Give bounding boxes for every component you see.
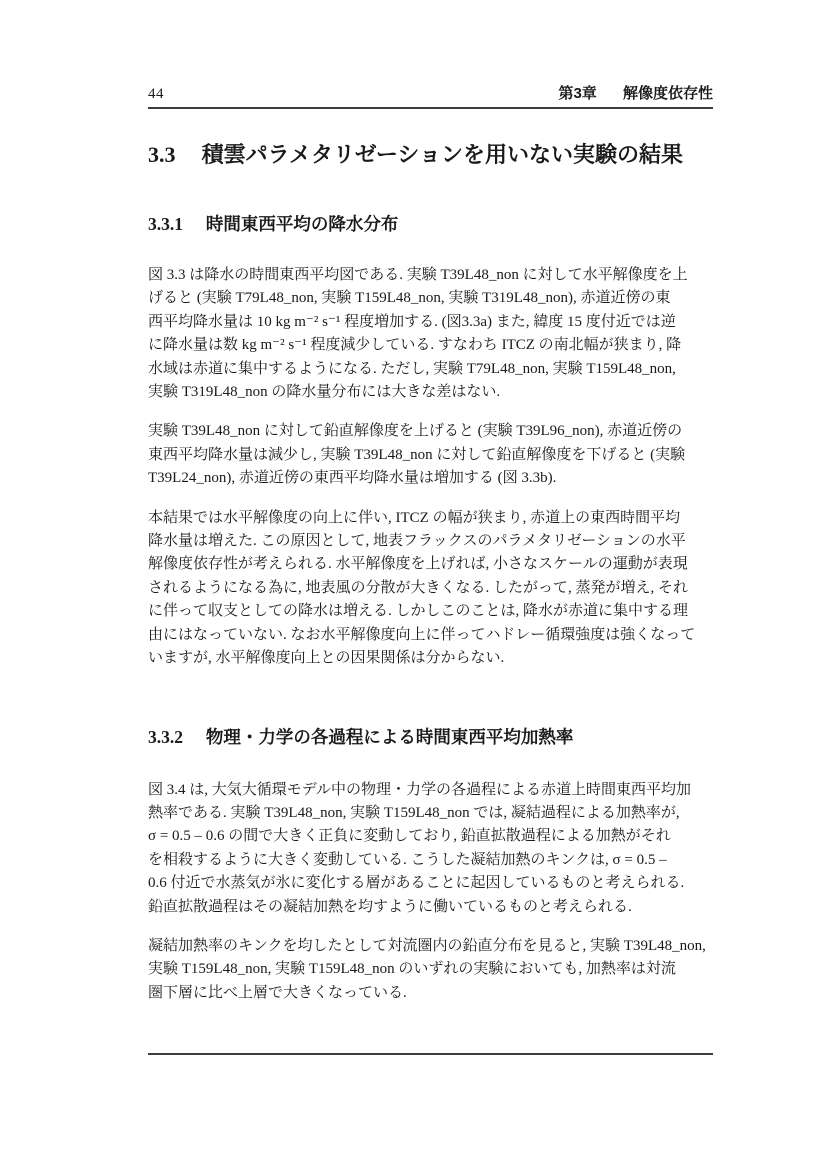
text-line: 実験 T39L48_non に対して鉛直解像度を上げると (実験 T39L96_non), 赤道近傍の: [148, 423, 683, 440]
text-line: 実験 T159L48_non, 実験 T159L48_non のいずれの実験においても, 加熱率は対流: [148, 961, 676, 978]
text-line: σ = 0.5 – 0.6 の間で大きく正負に変動しており, 鉛直拡散過程による加熱がそれ: [148, 828, 671, 845]
page-header: [148, 86, 713, 109]
text-line: いますが, 水平解像度向上との因果関係は分からない.: [148, 650, 505, 667]
chapter-title: 解像度依存性: [622, 85, 713, 102]
text-line: 熱率である. 実験 T39L48_non, 実験 T159L48_non では, 凝結過程による加熱率が,: [148, 804, 680, 821]
subsection-number: 3.3.2: [148, 726, 183, 747]
text-line: 水域は赤道に集中するようになる. ただし, 実験 T79L48_non, 実験 T159L48_non,: [148, 360, 676, 377]
subsection-number: 3.3.1: [148, 214, 183, 234]
page-number: 44: [148, 86, 164, 102]
text-line: 鉛直拡散過程はその凝結加熱を均すように働いているものと考えられる.: [148, 898, 632, 915]
body-paragraph: [148, 420, 713, 490]
text-line: T39L24_non), 赤道近傍の東西平均降水量は増加する (図 3.3b).: [148, 470, 557, 487]
body-paragraph: [148, 779, 713, 919]
subsection-title: 時間東西平均の降水分布: [205, 214, 399, 234]
text-line: 解像度依存性が考えられる. 水平解像度を上げれば, 小さなスケールの運動が表現: [148, 556, 688, 573]
text-line: げると (実験 T79L48_non, 実験 T159L48_non, 実験 T319L48_non), 赤道近傍の東: [148, 290, 671, 307]
subsection-heading-3-3-1: [148, 214, 713, 235]
section-heading: [148, 142, 713, 168]
running-chapter: [558, 86, 713, 102]
text-line: 西平均降水量は 10 kg m⁻² s⁻¹ 程度増加する. (図3.3a) また, 緯度 15 度付近では逆: [148, 313, 676, 330]
text-line: 図 3.4 は, 大気大循環モデル中の物理・力学の各過程による赤道上時間東西平均加: [148, 781, 692, 798]
footer-rule: [148, 1053, 713, 1055]
text-line: 圏下層に比べ上層で大きくなっている.: [148, 984, 407, 1001]
text-line: を相殺するように大きく変動している. こうした凝結加熱のキンクは, σ = 0.5 –: [148, 851, 667, 868]
body-paragraph: [148, 507, 713, 671]
text-line: 実験 T319L48_non の降水量分布には大きな差はない.: [148, 384, 501, 401]
text-line: 由にはなっていない. なお水平解像度向上に伴ってハドレー循環強度は強くなって: [148, 626, 696, 643]
body-paragraph: [148, 264, 713, 404]
text-line: に伴って収支としての降水は増える. しかしこのことは, 降水が赤道に集中する理: [148, 603, 689, 620]
text-line: 東西平均降水量は減少し, 実験 T39L48_non に対して鉛直解像度を下げると (実験: [148, 446, 686, 463]
text-line: 本結果では水平解像度の向上に伴い, ITCZ の幅が狭まり, 赤道上の東西時間平均: [148, 509, 681, 526]
text-line: 凝結加熱率のキンクを均したとして対流圏内の鉛直分布を見ると, 実験 T39L48_non,: [148, 937, 706, 954]
chapter-label: 第3章: [558, 85, 597, 102]
text-line: に降水量は数 kg m⁻² s⁻¹ 程度減少している. すなわち ITCZ の南北幅が狭まり, 降: [148, 337, 682, 354]
subsection-heading-3-3-2: [148, 727, 713, 748]
subsection-title: 物理・力学の各過程による時間東西平均加熱率: [205, 726, 574, 747]
text-line: 降水量は増えた. この原因として, 地表フラックスのパラメタリゼーションの水平: [148, 533, 686, 550]
text-line: 0.6 付近で水蒸気が氷に変化する層があることに起因しているものと考えられる.: [148, 875, 685, 892]
text-line: されるようになる為に, 地表風の分散が大きくなる. したがって, 蒸発が増え, それ: [148, 579, 689, 596]
section-number: 3.3: [148, 142, 176, 167]
body-paragraph: [148, 935, 713, 1005]
text-line: 図 3.3 は降水の時間東西平均図である. 実験 T39L48_non に対して水平解像度を上: [148, 267, 688, 283]
section-title: 積雲パラメタリゼーションを用いない実験の結果: [201, 142, 683, 167]
